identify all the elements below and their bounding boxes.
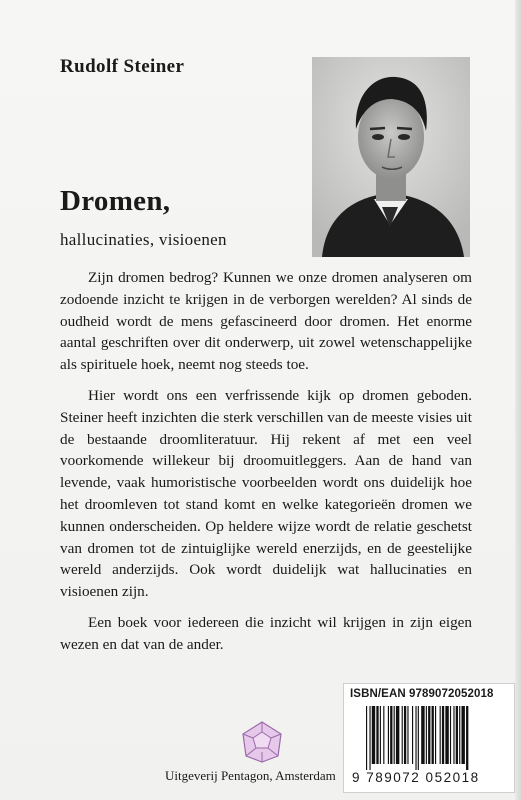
pentagon-logo	[240, 720, 284, 764]
barcode-bar	[432, 706, 434, 764]
barcode-bar	[402, 706, 403, 764]
barcode-bar	[421, 706, 424, 764]
barcode-bar	[383, 706, 384, 764]
barcode-bar	[396, 706, 399, 764]
barcode-bar	[426, 706, 427, 764]
blurb-paragraph: Zijn dromen bedrog? Kunnen we onze dromen analyseren om zodoende inzicht te krijgen in de verborgen werelden? Al sinds de oudheid wordt de mens gefascineerd door dromen. Het enorme aantal geschriften over dit onderwerp, uit zowel wetenschappelijke als spirituele hoek, neemt nog steeds toe.	[60, 269, 472, 374]
barcode-bar	[461, 706, 464, 764]
barcode-bar	[407, 706, 408, 764]
barcode-bar	[404, 706, 406, 764]
barcode-bar	[440, 706, 441, 764]
barcode-bar	[369, 706, 370, 770]
barcode-bar	[445, 706, 448, 764]
barcode-bar	[394, 706, 395, 764]
barcode-bar	[442, 706, 444, 764]
cover-edge	[515, 0, 521, 800]
barcode-bar	[450, 706, 451, 764]
barcode-digits: 9 789072 052018	[352, 770, 480, 785]
barcode-bar	[388, 706, 389, 764]
isbn-text: ISBN/EAN 9789072052018	[350, 688, 494, 700]
author-portrait	[312, 57, 470, 257]
book-title: Dromen,	[60, 185, 171, 217]
barcode-bar	[466, 706, 468, 770]
barcode-bar	[459, 706, 460, 764]
barcode-label	[343, 683, 515, 793]
barcode-bar	[418, 706, 419, 770]
author-name: Rudolf Steiner	[60, 56, 185, 77]
blurb-paragraph: Hier wordt ons een verfrissende kijk op dromen geboden. Steiner heeft inzichten die sterk verschillen van de meeste visies uit de bestaande droomliteratuur. Hij rekent af met een veel voorkomende willekeur bij droomuitleggers. Aan de hand van levende, vaak humoristische voorbeelden wordt ons duidelijk hoe het droomleven tot stand komt en welke kategorieën dromen we kunnen onderscheiden. Op heldere wijze wordt de relatie geschetst van dromen tot de zintuiglijke wereld enerzijds, en de geestelijke wereld anderzijds. Ook wordt duidelijk wat hallucinaties en visioenen zijn.	[60, 386, 472, 601]
barcode-bar	[435, 706, 436, 764]
barcode-bar	[390, 706, 392, 764]
publisher-name: Uitgeverij Pentagon, Amsterdam	[165, 768, 336, 783]
barcode-bar	[428, 706, 430, 764]
barcode-bar	[372, 706, 375, 764]
book-subtitle: hallucinaties, visioenen	[60, 230, 227, 249]
barcode-bar	[376, 706, 378, 764]
barcode-bar	[456, 706, 458, 764]
barcode-bar	[453, 706, 454, 764]
barcode-bar	[412, 706, 413, 764]
blurb-text	[60, 267, 472, 665]
barcode-bar	[415, 706, 416, 770]
barcode	[366, 706, 508, 770]
barcode-bar	[366, 706, 367, 770]
blurb-paragraph: Een boek voor iedereen die inzicht wil krijgen in zijn eigen wezen en dat van de ander.	[60, 613, 472, 653]
barcode-bar	[380, 706, 381, 764]
